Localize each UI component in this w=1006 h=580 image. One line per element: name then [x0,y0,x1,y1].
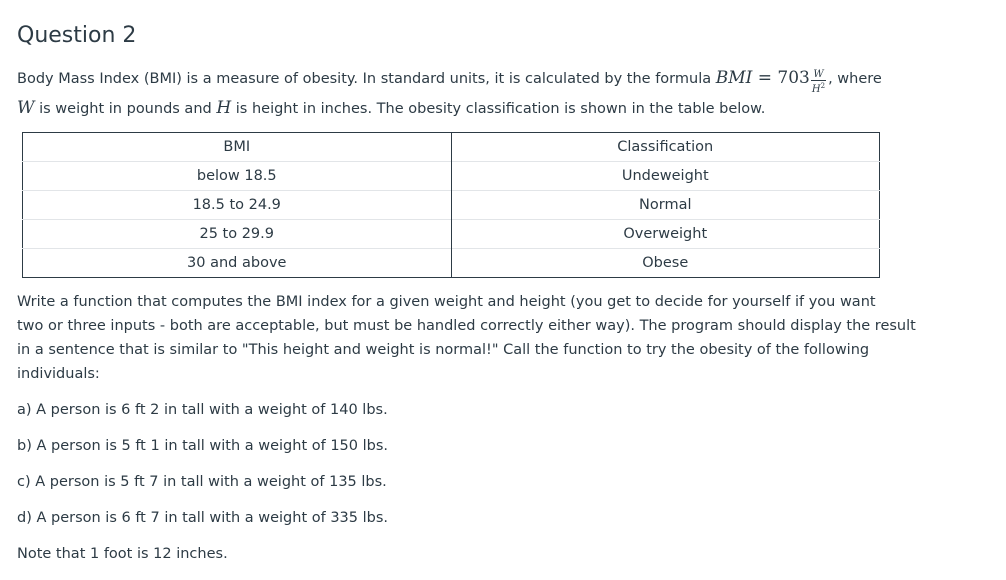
formula-equals: = [752,68,778,88]
intro-line-2 [17,96,765,121]
formula-denominator: H [811,84,821,95]
instructions-line: two or three inputs - both are acceptable, but must be handled correctly either way). The program should display the result [17,318,916,334]
var-w: W [17,98,35,118]
table-cell: Undeweight [451,162,880,191]
note: Note that 1 foot is 12 inches. [17,546,228,562]
instructions-line: Write a function that computes the BMI index for a given weight and height (you get to decide for yourself if you want [17,294,876,310]
formula-numerator: W [811,69,826,81]
table-header-row [23,133,880,162]
table-row [23,191,880,220]
instructions-line: individuals: [17,366,100,382]
formula-fraction [811,69,826,95]
case-d: d) A person is 6 ft 7 in tall with a weight of 335 lbs. [17,510,389,526]
table-cell: below 18.5 [23,162,452,191]
table-cell: Obese [451,249,880,278]
header-classification: Classification [617,139,714,155]
formula-exponent: 2 [820,82,826,90]
case-a: a) A person is 6 ft 2 in tall with a weight of 140 lbs. [17,402,388,418]
header-bmi: BMI [23,133,452,162]
case-b: b) A person is 5 ft 1 in tall with a weight of 150 lbs. [17,438,389,454]
table-row [23,220,880,249]
formula-lhs: BMI [715,68,753,88]
table-cell: 25 to 29.9 [23,220,452,249]
formula-coefficient: 703 [777,68,810,88]
table-cell: 18.5 to 24.9 [23,191,452,220]
case-c: c) A person is 5 ft 7 in tall with a weight of 135 lbs. [17,474,387,490]
table-cell: Normal [451,191,880,220]
intro-after-formula: , where [828,71,882,87]
question-title: Question 2 [17,22,137,48]
table-cell: Overweight [451,220,880,249]
bmi-classification-table [22,132,880,278]
var-h: H [216,98,232,118]
intro-line2-end: is height in inches. The obesity classification is shown in the table below. [231,101,766,117]
table-row [23,249,880,278]
table-row [23,162,880,191]
instructions-line: in a sentence that is similar to "This height and weight is normal!" Call the function to try the obesity of the following [17,342,870,358]
intro-line2-mid: is weight in pounds and [34,101,217,117]
intro-text: Body Mass Index (BMI) is a measure of obesity. In standard units, it is calculated by the formula [17,71,716,87]
intro-line-1 [17,66,882,95]
table-cell: 30 and above [23,249,452,278]
